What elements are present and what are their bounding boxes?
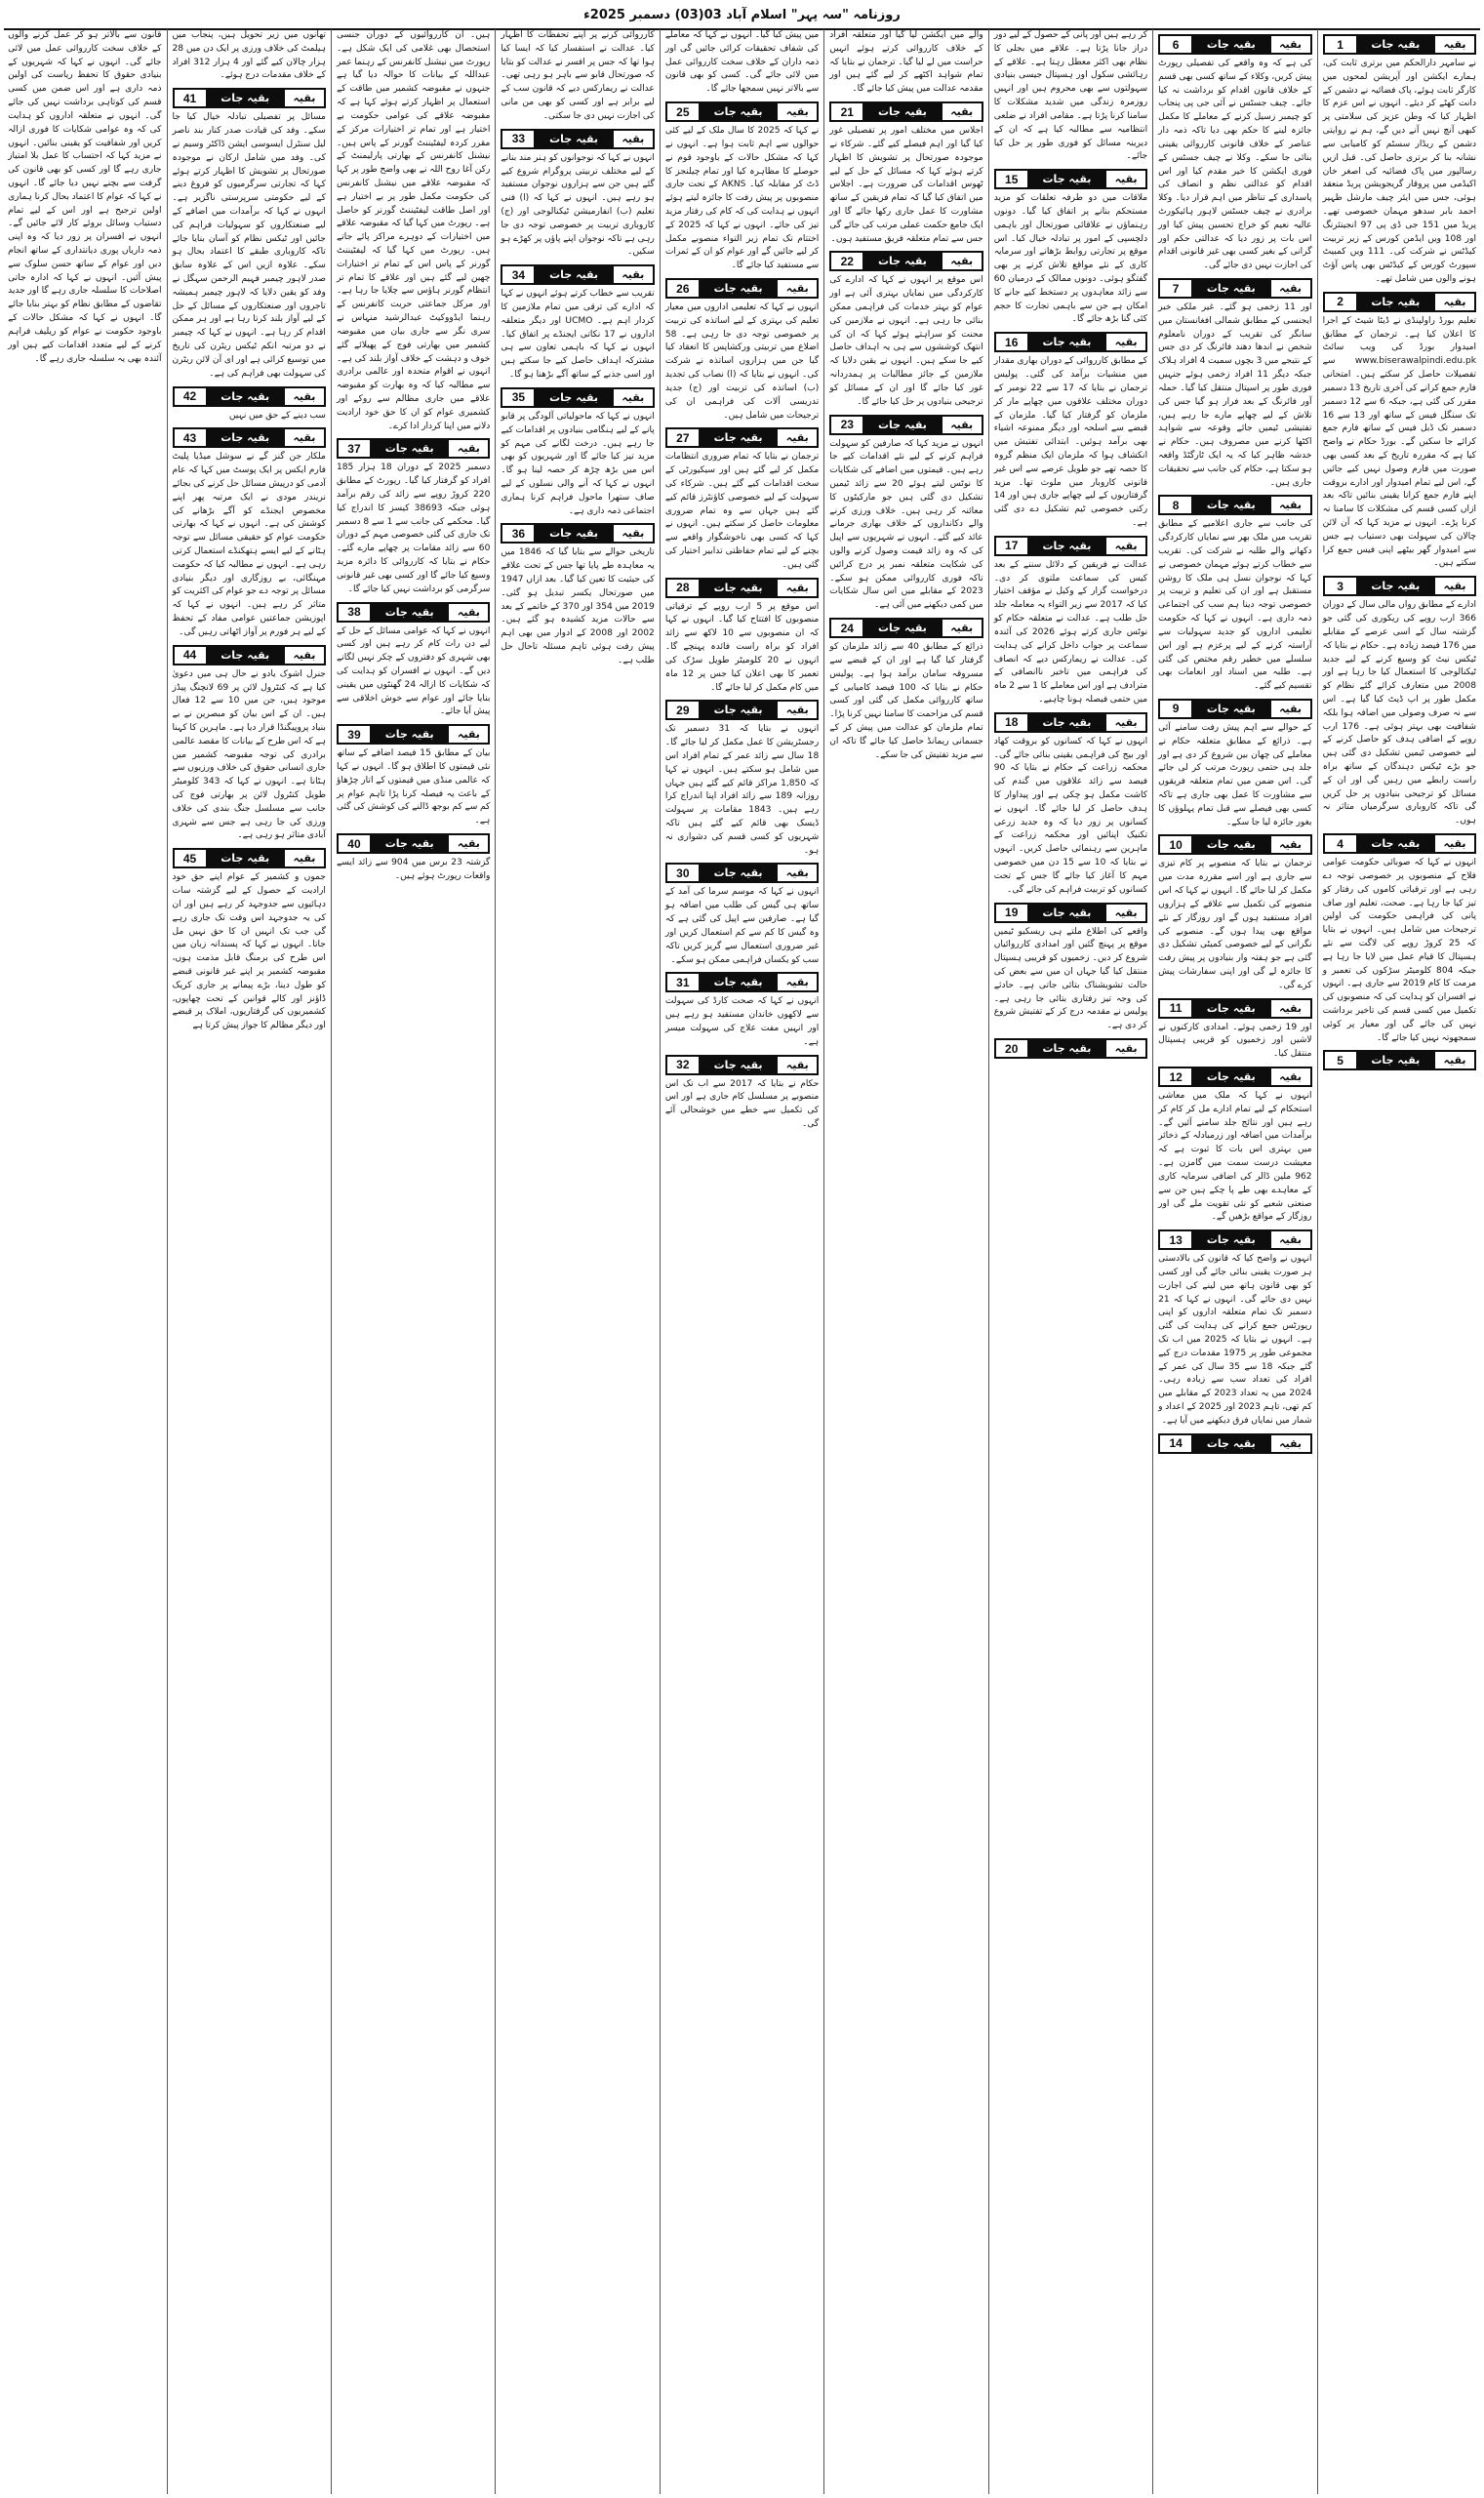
section-body-16: کے مطابق کارروائی کے دوران بھاری مقدار میں منشیات برآمد کی گئی۔ پولیس ترجمان نے بتایا کہ 17 سے 22 نومبر کے دوران مختلف علاقوں میں چھاپے مار کر ملزمان کو گرفتار کیا گیا۔ ملزمان کے قبضے سے اسلحہ اور دیگر ممنوعہ اشیاء بھی برآمد ہوئیں۔ ابتدائی تفتیش میں انکشاف ہوا کہ ملزمان ایک منظم گروہ کا حصہ تھے جو طویل عرصے سے اس غیر قانونی کاروبار میں ملوث تھا۔ مزید گرفتاریوں کے لیے چھاپے جاری ہیں اور 14 رکنی خصوصی ٹیم تشکیل دے دی گئی ہے۔ bbox=[993, 356, 1148, 528]
section-number-badge: 6 bbox=[1159, 35, 1192, 54]
section-header-6 bbox=[1158, 34, 1311, 55]
section-number-badge: 35 bbox=[501, 388, 535, 407]
section-number-badge: 18 bbox=[995, 713, 1028, 732]
section-tag-label: بقیہ bbox=[284, 428, 325, 447]
section-tag-label: بقیہ bbox=[284, 849, 325, 867]
section-header-41 bbox=[173, 88, 326, 108]
section-title-label: بقیہ جات bbox=[1042, 173, 1092, 186]
section-number-badge: 11 bbox=[1159, 999, 1192, 1018]
section-tag-label: بقیہ bbox=[1270, 999, 1311, 1018]
section-tag-label: بقیہ bbox=[613, 130, 654, 148]
section-tag-label: بقیہ bbox=[777, 279, 818, 298]
section-header-25 bbox=[665, 101, 819, 122]
column-continuation-text: کارروائی کرنے پر اپنے تحفظات کا اظہار کیا۔ عدالت نے استفسار کیا کہ ایسا کیا ہوا تھا کہ جس پر افسر نے عدالت کو بتایا کہ صورتحال قابو سے باہر ہو رہی تھی۔ عدالت نے ریمارکس دیے کہ قانون سب کے لیے برابر ہے اور کسی کو بھی من مانی کی اجازت نہیں دی جا سکتی۔ bbox=[501, 30, 655, 121]
section-header-4 bbox=[1323, 833, 1476, 854]
section-tag-label: بقیہ bbox=[613, 524, 654, 543]
section-tag-label: بقیہ bbox=[942, 416, 983, 434]
section-title-label: بقیہ جات bbox=[1371, 38, 1421, 51]
column-continuation-text: کر رہے ہیں اور پانی کے حصول کے لیے دور دراز جانا پڑتا ہے۔ علاقے میں بجلی کا نظام بھی اکثر معطل رہتا ہے۔ علاقے کے رہائشی سکول اور ہسپتال جیسی بنیادی سہولتوں سے بھی محروم ہیں اور انہیں روزمرہ زندگی میں شدید مشکلات کا سامنا کرنا پڑتا ہے۔ مقامی افراد نے ضلعی انتظامیہ سے مطالبہ کیا ہے کہ ان کے دیرینہ مسائل کو فوری طور پر حل کیا جائے۔ bbox=[993, 30, 1148, 162]
section-body-34: تقریب سے خطاب کرتے ہوئے انہوں نے کہا کہ ادارے کی ترقی میں تمام ملازمین کا کردار اہم ہے۔ UCMO اور دیگر متعلقہ اداروں نے 17 نکاتی ایجنڈے پر اتفاق کیا۔ انہوں نے کہا کہ باہمی تعاون سے ہی مشترکہ اہداف حاصل کیے جا سکتے ہیں اور اسی جذبے کے ساتھ آگے بڑھنا ہو گا۔ bbox=[501, 289, 655, 381]
section-title-label: بقیہ جات bbox=[221, 431, 270, 445]
section-header-28 bbox=[665, 578, 819, 598]
section-header-33 bbox=[501, 129, 654, 149]
section-tag-label: بقیہ bbox=[1434, 834, 1475, 853]
section-number-badge: 5 bbox=[1324, 1051, 1357, 1069]
section-number-badge: 14 bbox=[1159, 1434, 1192, 1453]
section-tag-label: بقیہ bbox=[613, 388, 654, 407]
section-number-badge: 15 bbox=[995, 170, 1028, 188]
section-title-label: بقیہ جات bbox=[1206, 38, 1256, 51]
section-title-label: بقیہ جات bbox=[1206, 499, 1256, 512]
section-header-18 bbox=[994, 712, 1147, 733]
newspaper-column bbox=[331, 29, 495, 2494]
section-header-29 bbox=[665, 700, 819, 720]
section-number-badge: 20 bbox=[995, 1039, 1028, 1058]
section-header-36 bbox=[501, 523, 654, 544]
section-number-badge: 25 bbox=[666, 102, 700, 121]
section-title-label: بقیہ جات bbox=[1042, 906, 1092, 919]
section-number-badge: 40 bbox=[338, 834, 371, 853]
section-tag-label: بقیہ bbox=[1270, 1068, 1311, 1086]
section-tag-label: بقیہ bbox=[1434, 293, 1475, 311]
section-tag-label: بقیہ bbox=[1105, 1039, 1146, 1058]
section-body-28: اس موقع پر 5 ارب روپے کے ترقیاتی منصوبوں کا افتتاح کیا گیا۔ انہوں نے کہا کہ ان منصوبوں سے 10 لاکھ سے زائد افراد کو براہ راست فائدہ پہنچے گا۔ انہوں نے 20 کلومیٹر طویل سڑک کی تعمیر کا بھی اعلان کیا جس پر 12 ماہ میں کام مکمل کر لیا جائے گا۔ bbox=[664, 601, 820, 693]
section-number-badge: 44 bbox=[174, 646, 207, 665]
section-tag-label: بقیہ bbox=[777, 579, 818, 597]
section-body-15: ملاقات میں دو طرفہ تعلقات کو مزید مستحکم بنانے پر اتفاق کیا گیا۔ دونوں رہنماؤں نے علاقائی صورتحال اور باہمی دلچسپی کے امور پر تبادلہ خیال کیا۔ اس موقع پر تجارتی روابط بڑھانے اور سرمایہ کاری کے نئے مواقع تلاش کرنے پر بھی گفتگو ہوئی۔ دونوں ممالک کے درمیان 60 سے زائد معاہدوں پر دستخط کیے جانے کا امکان ہے جن سے باہمی تجارت کا حجم کئی گنا بڑھ جائے گا۔ bbox=[993, 193, 1148, 325]
section-tag-label: بقیہ bbox=[1105, 713, 1146, 732]
section-tag-label: بقیہ bbox=[1270, 835, 1311, 854]
section-tag-label: بقیہ bbox=[1270, 700, 1311, 718]
section-tag-label: بقیہ bbox=[448, 603, 489, 622]
section-tag-label: بقیہ bbox=[1434, 577, 1475, 595]
section-number-badge: 7 bbox=[1159, 279, 1192, 298]
section-tag-label: بقیہ bbox=[777, 864, 818, 882]
column-continuation-text: والے میں ایکشن لیا گیا اور متعلقہ افراد کے خلاف کارروائی کرتے ہوئے انہیں حراست میں لے لیا گیا۔ ترجمان نے بتایا کہ تمام شواہد اکٹھے کر لیے گئے ہیں اور مقدمہ عدالت میں پیش کیا جائے گا۔ bbox=[829, 30, 983, 95]
section-number-badge: 16 bbox=[995, 333, 1028, 351]
section-body-30: انہوں نے کہا کہ موسم سرما کی آمد کے ساتھ ہی گیس کی طلب میں اضافہ ہو گیا ہے۔ صارفین سے اپیل کی گئی ہے کہ وہ گیس کا کم سے کم استعمال کریں اور غیر ضروری استعمال سے گریز کریں تاکہ سب کو یکساں فراہمی ممکن ہو سکے۔ bbox=[664, 887, 820, 965]
section-title-label: بقیہ جات bbox=[384, 605, 434, 619]
section-header-43 bbox=[173, 427, 326, 448]
section-tag-label: بقیہ bbox=[1105, 170, 1146, 188]
section-tag-label: بقیہ bbox=[1105, 537, 1146, 555]
section-header-13 bbox=[1158, 1229, 1311, 1250]
section-body-27: ترجمان نے بتایا کہ تمام ضروری انتظامات مکمل کر لیے گئے ہیں اور سیکیورٹی کے سخت اقدامات کیے گئے ہیں۔ شرکاء کی سہولت کے لیے خصوصی کاؤنٹرز قائم کیے گئے ہیں جہاں سے وہ تمام ضروری معلومات حاصل کر سکتے ہیں۔ انہوں نے کہا کہ کسی بھی ناخوشگوار واقعے سے بچنے کے لیے تمام حفاظتی تدابیر اختیار کی گئی ہیں۔ bbox=[664, 452, 820, 570]
section-header-23 bbox=[829, 415, 983, 435]
section-tag-label: بقیہ bbox=[1105, 904, 1146, 922]
section-header-12 bbox=[1158, 1067, 1311, 1087]
section-tag-label: بقیہ bbox=[1270, 35, 1311, 54]
section-header-26 bbox=[665, 278, 819, 299]
section-body-41: مسائل پر تفصیلی تبادلہ خیال کیا جا سکے۔ وفد کی قیادت صدر کنار بند ناصر لیل سنٹرل ایسوسی ایشن ڈاکٹر وسیم نے کی۔ وفد میں شامل ارکان نے موجودہ صورتحال پر تشویش کا اظہار کرتے ہوئے کہا کہ تجارتی سرگرمیوں کو فروغ دینے کے لیے حکومتی سرپرستی ناگزیر ہے۔ انہوں نے کہا کہ برآمدات میں اضافے کے لیے صنعتکاروں کو سہولیات فراہم کی جائیں اور ٹیکس نظام کو آسان بنایا جائے تاکہ کاروباری طبقے کا اعتماد بحال ہو سکے۔ علاوہ ازیں اس کے علاوہ سابق صدر لاہور چیمبر فہیم الرحمن سہگل نے وفد کو یقین دلایا کہ لاہور چیمبر ہمیشہ تاجروں اور صنعتکاروں کے مسائل کے حل کے لیے آواز بلند کرتا رہا ہے اور ہر ممکن اقدام کر رہا ہے۔ انہوں نے کہا کہ چیمبر نے دو مرتبہ انکم ٹیکس ریٹرن کی تاریخ میں توسیع کرائی ہے اور ای آن لائن ریٹرن کی سہولت بھی فراہم کی ہے۔ bbox=[172, 112, 326, 379]
section-body-6: کی ہے کہ وہ واقعے کی تفصیلی رپورٹ پیش کریں، وکلاء کے ساتھ کسی بھی قسم کے خلاف قانون اقدام کو برداشت نہ کیا جائے۔ چیف جسٹس نے آئی جی پی پنجاب کو چیمبر زسیل کرنے کے معاملے کا مکمل جائزہ لینے کا حکم بھی دیا تاکہ ذمہ دار عناصر کے خلاف قانونی کارروائی یقینی بنائی جا سکے۔ وکلا نے چیف جسٹس کے فوری ایکشن کا خیر مقدم کیا اور اس اقدام کو عدالتی نظم و انصاف کی پاسداری کے تناظر میں اہم قرار دیا۔ وکلا برادری نے چیف جسٹس لاہور ہائیکورٹ عالیہ نعیم کو خراج تحسین پیش کیا اور اس بات پر زور دیا کہ عدالتی حکم اور گرانی کے بغیر کسی بھی غیر قانونی اقدام کی اجازت نہیں دی جائے گی۔ bbox=[1158, 59, 1312, 271]
section-number-badge: 34 bbox=[501, 265, 535, 284]
section-title-label: بقیہ جات bbox=[1206, 1436, 1256, 1450]
section-title-label: بقیہ جات bbox=[549, 268, 599, 282]
section-number-badge: 8 bbox=[1159, 496, 1192, 514]
section-header-5 bbox=[1323, 1050, 1476, 1070]
section-title-label: بقیہ جات bbox=[713, 704, 763, 717]
section-body-45: جموں و کشمیر کے عوام اپنے حق خود ارادیت کے حصول کے لیے گزشتہ سات دہائیوں سے جدوجہد کر رہے ہیں اور ان کی یہ جدوجہد اس وقت تک جاری رہے گی جب تک انہیں ان کا حق نہیں مل جاتا۔ انہوں نے کہا کہ پسندانہ زبان میں اس طرح کی برمنگ قابل مذمت ہوں، مقبوضہ کشمیر پر اپنے غیر قانونی قبضے کو طول دینا، بڑے پیمانے پر جاری کریک ڈاؤنز اور کالے قوانین کے تحت چھاپوں، کشمیریوں کی گرفتاریوں، املاک پر قبضے اور دیگر مظالم کا جواز پیش کرتا ہے bbox=[172, 872, 326, 1031]
section-title-label: بقیہ جات bbox=[1206, 702, 1256, 715]
section-number-badge: 29 bbox=[666, 701, 700, 719]
section-header-39 bbox=[337, 724, 490, 745]
section-number-badge: 17 bbox=[995, 537, 1028, 555]
section-body-17: عدالت نے فریقین کے دلائل سننے کے بعد کیس کی سماعت ملتوی کر دی۔ درخواست گزار کے وکیل نے مؤقف اختیار کیا کہ 2017 سے زیر التواء یہ معاملہ جلد حل طلب ہے۔ عدالت نے متعلقہ حکام کو نوٹس جاری کرتے ہوئے 2026 کی آئندہ سماعت پر جواب داخل کرانے کی ہدایت کی۔ عدالت نے ریمارکس دیے کہ انصاف کی فراہمی میں تاخیر ناانصافی کے مترادف ہے اور اس معاملے کا 1 سے 2 ماہ میں حتمی فیصلہ ہونا چاہیے۔ bbox=[993, 559, 1148, 705]
section-body-36: تاریخی حوالے سے بتایا گیا کہ 1846 میں یہ معاہدہ طے پایا تھا جس کے تحت علاقے کی حیثیت کا تعین کیا گیا۔ بعد ازاں 1947 میں صورتحال یکسر تبدیل ہو گئی۔ 2019 میں 354 اور 370 کے خاتمے کے بعد سے حالات مزید کشیدہ ہو گئے ہیں۔ 2002 اور 2008 کے ادوار میں بھی اہم پیش رفت ہوئی تاہم مسئلہ تاحال حل طلب ہے۔ bbox=[501, 547, 655, 665]
section-header-3 bbox=[1323, 576, 1476, 596]
section-title-label: بقیہ جات bbox=[1371, 580, 1421, 593]
section-title-label: بقیہ جات bbox=[1371, 295, 1421, 308]
section-body-42: سب دینے کے حق میں نہیں bbox=[228, 410, 326, 421]
section-body-9: کے حوالے سے اہم پیش رفت سامنے آئی ہے۔ ذرائع کے مطابق متعلقہ حکام نے معاملے کی چھان بین شروع کر دی ہے اور جلد ہی حتمی رپورٹ مرتب کر لی جائے گی۔ اس ضمن میں تمام متعلقہ فریقوں سے مشاورت کا عمل بھی جاری ہے تاکہ کسی بھی فیصلے سے قبل تمام پہلوؤں کا بغور جائزہ لیا جا سکے۔ bbox=[1158, 722, 1312, 827]
section-title-label: بقیہ جات bbox=[221, 852, 270, 866]
section-body-10: ترجمان نے بتایا کہ منصوبے پر کام تیزی سے جاری ہے اور اسے مقررہ مدت میں مکمل کر لیا جائے گا۔ انہوں نے کہا کہ اس منصوبے کی تکمیل سے علاقے کے ہزاروں افراد مستفید ہوں گے اور روزگار کے نئے مواقع بھی پیدا ہوں گے۔ منصوبے کی نگرانی کے لیے خصوصی کمیٹی تشکیل دی گئی ہے جو ہفتہ وار بنیادوں پر پیش رفت کا جائزہ لے گی اور اپنی سفارشات پیش کرے گی۔ bbox=[1158, 859, 1312, 990]
section-body-21: اجلاس میں مختلف امور پر تفصیلی غور کیا گیا اور اہم فیصلے کیے گئے۔ شرکاء نے موجودہ صورتحال پر تشویش کا اظہار کرتے ہوئے کہا کہ مسائل کے حل کے لیے ٹھوس اقدامات کی ضرورت ہے۔ اجلاس میں اتفاق کیا گیا کہ تمام فریقین کے ساتھ مشاورت کا عمل جاری رکھا جائے گا اور ایک جامع حکمت عملی مرتب کی جائے گی جس سے تمام متعلقہ فریق مستفید ہوں۔ bbox=[829, 126, 983, 244]
section-title-label: بقیہ جات bbox=[384, 728, 434, 742]
section-body-8: کی جانب سے جاری اعلامیے کے مطابق تقریب میں ملک بھر سے نمایاں کارکردگی دکھانے والے طلبہ نے شرکت کی۔ تقریب سے خطاب کرتے ہوئے مہمان خصوصی نے کہا کہ نوجوان نسل ہی ملک کا روشن مستقبل ہے اور ان کی تعلیم و تربیت پر خصوصی توجہ دینا ہم سب کی اجتماعی ذمہ داری ہے۔ انہوں نے کہا کہ حکومت تعلیمی اداروں کو جدید سہولیات سے آراستہ کرنے کے لیے پرعزم ہے اور اس سلسلے میں خطیر رقم مختص کی گئی ہے۔ طلبہ میں اسناد اور انعامات بھی تقسیم کیے گئے۔ bbox=[1158, 519, 1312, 692]
newspaper-column bbox=[1317, 29, 1481, 2494]
newspaper-column bbox=[167, 29, 331, 2494]
section-body-26: انہوں نے کہا کہ تعلیمی اداروں میں معیار تعلیم کی بہتری کے لیے اساتذہ کی تربیت پر خصوصی توجہ دی جا رہی ہے۔ 58 اضلاع میں تربیتی ورکشاپس کا انعقاد کیا گیا جن میں ہزاروں اساتذہ نے شرکت کی۔ انہوں نے بتایا کہ (ا) نصاب کی تجدید (ب) اساتذہ کی تربیت اور (ج) جدید تدریسی آلات کی فراہمی ان کی ترجیحات میں شامل ہیں۔ bbox=[664, 302, 820, 421]
section-header-9 bbox=[1158, 699, 1311, 719]
section-title-label: بقیہ جات bbox=[1206, 282, 1256, 295]
section-title-label: بقیہ جات bbox=[713, 1058, 763, 1071]
section-title-label: بقیہ جات bbox=[878, 105, 927, 119]
section-number-badge: 37 bbox=[338, 439, 371, 458]
section-title-label: بقیہ جات bbox=[1042, 1042, 1092, 1055]
section-header-24 bbox=[829, 618, 983, 638]
section-header-14 bbox=[1158, 1433, 1311, 1454]
section-number-badge: 30 bbox=[666, 864, 700, 882]
section-body-12: انہوں نے کہا کہ ملک میں معاشی استحکام کے لیے تمام ادارے مل کر کام کر رہے ہیں اور نتائج جلد سامنے آئیں گے۔ برآمدات میں اضافہ اور زرمبادلہ کے ذخائر میں بہتری اس بات کا ثبوت ہے کہ معیشت درست سمت میں گامزن ہے۔ 962 ملین ڈالر کی اضافی سرمایہ کاری کے معاہدے بھی طے پا چکے ہیں جن سے صنعتی شعبے کو نئی تقویت ملے گی اور روزگار کے مواقع بڑھیں گے۔ bbox=[1158, 1091, 1312, 1223]
section-body-25: نے کہا کہ 2025 کا سال ملک کے لیے کئی حوالوں سے اہم ثابت ہوا ہے۔ انہوں نے کہا کہ مشکل حالات کے باوجود قوم نے حوصلے کا مظاہرہ کیا اور تمام چیلنجز کا ڈٹ کر مقابلہ کیا۔ AKNS کے تحت جاری منصوبوں پر پیش رفت کا جائزہ لیتے ہوئے انہوں نے ہدایت کی کہ کام کی رفتار مزید تیز کی جائے۔ انہوں نے کہا کہ 2025 کے اختتام تک تمام زیر التواء منصوبے مکمل کر لیے جائیں گے اور عوام کو ان کے ثمرات سے مستفید کیا جائے گا۔ bbox=[664, 126, 820, 271]
section-header-15 bbox=[994, 169, 1147, 189]
section-header-2 bbox=[1323, 292, 1476, 312]
section-tag-label: بقیہ bbox=[1270, 1230, 1311, 1249]
section-number-badge: 1 bbox=[1324, 35, 1357, 54]
section-tag-label: بقیہ bbox=[1434, 35, 1475, 54]
masthead-title: روزنامہ "سہ پہر" اسلام آباد 03(03) دسمبر 2025ء bbox=[583, 7, 901, 22]
section-header-32 bbox=[665, 1055, 819, 1075]
section-tag-label: بقیہ bbox=[448, 834, 489, 853]
section-tag-label: بقیہ bbox=[777, 428, 818, 447]
section-header-21 bbox=[829, 101, 983, 122]
section-tag-label: بقیہ bbox=[777, 102, 818, 121]
section-title-label: بقیہ جات bbox=[1042, 715, 1092, 729]
section-tag-label: بقیہ bbox=[284, 646, 325, 665]
section-number-badge: 3 bbox=[1324, 577, 1357, 595]
section-tag-label: بقیہ bbox=[448, 725, 489, 744]
section-tag-label: بقیہ bbox=[777, 701, 818, 719]
section-number-badge: 39 bbox=[338, 725, 371, 744]
section-tag-label: بقیہ bbox=[1434, 1051, 1475, 1069]
section-title-label: بقیہ جات bbox=[221, 92, 270, 105]
section-tag-label: بقیہ bbox=[777, 973, 818, 991]
section-tag-label: بقیہ bbox=[942, 619, 983, 637]
section-header-17 bbox=[994, 536, 1147, 556]
section-title-label: بقیہ جات bbox=[713, 976, 763, 989]
section-number-badge: 13 bbox=[1159, 1230, 1192, 1249]
newspaper-column bbox=[495, 29, 659, 2494]
section-body-1: نے سامہر دارالحکم میں برتری ثابت کی، ہمارے ایکشن اور آپریشن لمحوں میں کارگر ثابت ہوئے، پاک فضائیہ نے دشمن کے دانت کھٹے کر دیئے۔ انہوں نے اس عزم کا اظہار کیا کہ وطن عزیز کی سلامتی پر کبھی آنچ نہیں آنے دیں گے، ہم نے روایتی دشمن کے ریڈار سسٹم کو کامیابی سے نشانہ بنا کر برتری حاصل کی۔ قبل ازیں رسالپور میں پاک فضائیہ کی اصغر خان اکیڈمی میں پروقار گریجویشن پریڈ منعقد ہوئی، جس میں ایئر چیف مارشل ظہیر احمد بابر سدھو مہمان خصوصی تھے۔ پریڈ میں 151 جی ڈی پی 97 انجینئرنگ اور 108 ویں ایڈمن کورس کے زیر تربیت کیڈٹس نے شرکت کی۔ 111 ویں کمبیٹ سپورٹ کورس کے کیڈٹس بھی پاس آؤٹ ہونے والوں میں شامل تھے۔ bbox=[1322, 59, 1477, 284]
section-number-badge: 2 bbox=[1324, 293, 1357, 311]
newspaper-column bbox=[823, 29, 987, 2494]
section-body-18: انہوں نے کہا کہ کسانوں کو بروقت کھاد اور بیج کی فراہمی یقینی بنائی جائے گی۔ محکمہ زراعت کے حکام نے بتایا کہ 90 فیصد سے زائد علاقوں میں گندم کی کاشت مکمل ہو چکی ہے اور پیداوار کا ہدف حاصل کر لیا جائے گا۔ انہوں نے کسانوں پر زور دیا کہ وہ جدید زرعی تکنیک اپنائیں اور محکمہ زراعت کے ماہرین سے رہنمائی حاصل کریں۔ انہوں نے بتایا کہ 10 سے 15 دن میں خصوصی مہم کا آغاز کیا جائے گا جس کے تحت کسانوں کو تربیت فراہم کی جائے گی۔ bbox=[993, 736, 1148, 895]
section-number-badge: 27 bbox=[666, 428, 700, 447]
section-number-badge: 12 bbox=[1159, 1068, 1192, 1086]
section-number-badge: 9 bbox=[1159, 700, 1192, 718]
section-title-label: بقیہ جات bbox=[713, 866, 763, 880]
section-header-8 bbox=[1158, 495, 1311, 515]
section-body-4: انہوں نے کہا کہ صوبائی حکومت عوامی فلاح کے منصوبوں پر خصوصی توجہ دے رہی ہے اور ترقیاتی کاموں کی رفتار کو تیز کیا جا رہا ہے۔ صحت، تعلیم اور صاف پانی کی فراہمی حکومت کی اولین ترجیحات میں شامل ہیں۔ انہوں نے بتایا کہ 25 کروڑ روپے کی لاگت سے نئے ہسپتال کا قیام عمل میں لایا جا رہا ہے جبکہ 804 کلومیٹر سڑکوں کی تعمیر و مرمت کا کام 2019 سے جاری ہے۔ انہوں نے افسران کو ہدایت کی کہ منصوبوں کی تکمیل میں کسی قسم کی تاخیر برداشت نہیں کی جائے گی اور معیار پر کوئی سمجھوتہ نہیں کیا جائے گا۔ bbox=[1322, 858, 1476, 1043]
section-body-22: اس موقع پر انہوں نے کہا کہ ادارے کی کارکردگی میں نمایاں بہتری آئی ہے اور عوام کو بہتر خدمات کی فراہمی ممکن بنائی جا رہی ہے۔ انہوں نے ملازمین کی محنت کو سراہتے ہوئے کہا کہ ان کی انتھک کوششوں سے ہی یہ اہداف حاصل کیے جا سکے ہیں۔ انہوں نے یقین دلایا کہ ملازمین کے جائز مطالبات پر ہمدردانہ غور کیا جائے گا اور ان کے مسائل کو ترجیحی بنیادوں پر حل کیا جائے گا۔ bbox=[829, 275, 983, 407]
section-header-22 bbox=[829, 251, 983, 271]
section-title-label: بقیہ جات bbox=[384, 442, 434, 456]
section-body-11: اور 19 زخمی ہوئے۔ امدادی کارکنوں نے لاشیں اور زخمیوں کو قریبی ہسپتال منتقل کیا۔ bbox=[1158, 1022, 1312, 1060]
section-title-label: بقیہ جات bbox=[878, 622, 927, 635]
section-header-34 bbox=[501, 264, 654, 285]
newspaper-column bbox=[3, 29, 166, 2494]
section-header-19 bbox=[994, 903, 1147, 923]
section-tag-label: بقیہ bbox=[942, 102, 983, 121]
section-title-label: بقیہ جات bbox=[1042, 336, 1092, 349]
section-number-badge: 43 bbox=[174, 428, 207, 447]
newspaper-column bbox=[1152, 29, 1316, 2494]
section-title-label: بقیہ جات bbox=[1206, 1070, 1256, 1083]
section-body-7: اور 11 زخمی ہو گئے۔ غیر ملکی خبر ایجنسی کے مطابق شمالی افغانستان میں سانگر کی تقریب کے دوران نامعلوم شخص نے اندھا دھند فائرنگ کر دی جس کے نتیجے میں 3 بچوں سمیت 4 افراد ہلاک جبکہ دیگر 11 افراد زخمی ہوئے جنہیں فوری طور پر اسپتال منتقل کیا گیا۔ حملہ آور فائرنگ کے بعد فرار ہو گیا جس کی تلاش کے لیے چھاپے مارے جا رہے ہیں، تفتیشی ٹیمیں جائے وقوعہ سے شواہد اکٹھا کرنے میں مصروف ہیں۔ حکام نے خدشہ ظاہر کیا کہ یہ ایک ٹارگٹڈ واقعہ ہو سکتا ہے، حکام کی جانب سے تحقیقات جاری ہیں۔ bbox=[1158, 302, 1312, 488]
section-body-39: بیان کے مطابق 15 فیصد اضافے کے ساتھ نئی قیمتوں کا اطلاق ہو گا۔ انہوں نے کہا کہ عالمی منڈی میں قیمتوں کے اتار چڑھاؤ کے باعث یہ فیصلہ کرنا پڑا تاہم عوام پر کم سے کم بوجھ ڈالنے کی کوشش کی گئی ہے۔ bbox=[336, 748, 491, 826]
section-title-label: بقیہ جات bbox=[713, 282, 763, 295]
section-tag-label: بقیہ bbox=[777, 1056, 818, 1074]
section-title-label: بقیہ جات bbox=[713, 581, 763, 594]
section-tag-label: بقیہ bbox=[1270, 1434, 1311, 1453]
section-header-44 bbox=[173, 645, 326, 665]
section-title-label: بقیہ جات bbox=[549, 390, 599, 404]
section-body-31: انہوں نے کہا کہ صحت کارڈ کی سہولت سے لاکھوں خاندان مستفید ہو رہے ہیں اور انہیں مفت علاج کی سہولت میسر ہے۔ bbox=[664, 996, 820, 1047]
section-title-label: بقیہ جات bbox=[1371, 1054, 1421, 1068]
section-body-38: انہوں نے کہا کہ عوامی مسائل کے حل کے لیے دن رات کام کر رہے ہیں اور کسی بھی شہری کو دفتروں کے چکر نہیں لگانے دیں گے۔ انہوں نے افسران کو ہدایت کی کہ شکایات کا ازالہ 24 گھنٹوں میں یقینی بنایا جائے اور عوام سے خوش اخلاقی سے پیش آیا جائے۔ bbox=[336, 625, 491, 717]
section-title-label: بقیہ جات bbox=[384, 837, 434, 851]
section-body-44: جنرل اشوک یادو نے حال ہی میں دعویٰ کیا ہے کہ کنٹرول لائن پر 69 لانچنگ پیڈز موجود ہیں، جن میں 10 سے 12 فعال ہیں۔ ان کے اس بیان کو مبصرین نے بے بنیاد پروپیگنڈا قرار دیا ہے۔ ماہرین کا کہنا ہے کہ اس طرح کے بیانات کا مقصد عالمی برادری کی توجہ مقبوضہ کشمیر میں جاری انسانی حقوق کی خلاف ورزیوں سے ہٹانا ہے۔ انہوں نے کہا کہ 343 کلومیٹر طویل کنٹرول لائن پر بھارتی فوج کی جانب سے مسلسل جنگ بندی کی خلاف ورزی کی جا رہی ہے جس سے شہری آبادی متاثر ہو رہی ہے۔ bbox=[172, 668, 326, 841]
newspaper-column bbox=[988, 29, 1152, 2494]
section-header-11 bbox=[1158, 998, 1311, 1019]
newspaper-column bbox=[660, 29, 823, 2494]
section-header-40 bbox=[337, 833, 490, 854]
section-number-badge: 21 bbox=[830, 102, 863, 121]
section-header-10 bbox=[1158, 834, 1311, 855]
section-tag-label: بقیہ bbox=[1270, 496, 1311, 514]
section-header-42 bbox=[173, 386, 326, 407]
section-body-33: انہوں نے کہا کہ نوجوانوں کو ہنر مند بنانے کے لیے مختلف تربیتی پروگرام شروع کیے گئے ہیں جن سے ہزاروں نوجوان مستفید ہو رہے ہیں۔ انہوں نے کہا کہ (ا) فنی تعلیم (ب) انفارمیشن ٹیکنالوجی اور (ج) کاروباری تربیت پر خصوصی توجہ دی جا رہی ہے تاکہ نوجوان اپنے پاؤں پر کھڑے ہو سکیں۔ bbox=[501, 152, 655, 258]
section-number-badge: 22 bbox=[830, 252, 863, 270]
column-continuation-text: میں پیش کیا گیا۔ انہوں نے کہا کہ معاملے کی شفاف تحقیقات کرائی جائیں گی اور ذمہ داران کے خلاف سخت کارروائی عمل میں لائی جائے گی۔ کسی کو بھی قانون سے بالاتر نہیں سمجھا جائے گا۔ bbox=[664, 30, 820, 95]
section-body-32: حکام نے بتایا کہ 2017 سے اب تک اس منصوبے پر مسلسل کام جاری ہے اور اس کی تکمیل سے خطے میں خوشحالی آئے گی۔ bbox=[664, 1078, 820, 1129]
section-title-label: بقیہ جات bbox=[549, 132, 599, 145]
section-title-label: بقیہ جات bbox=[221, 389, 270, 403]
section-tag-label: بقیہ bbox=[942, 252, 983, 270]
section-body-23: انہوں نے مزید کہا کہ صارفین کو سہولت فراہم کرنے کے لیے نئے اقدامات کیے جا رہے ہیں۔ قیمتوں میں اضافے کی شکایات کا نوٹس لیتے ہوئے 20 سے زائد ٹیمیں تشکیل دی گئی ہیں جو مارکیٹوں کا معائنہ کر رہی ہیں۔ خلاف ورزی کرنے والے دکانداروں کے خلاف بھاری جرمانے عائد کیے گئے۔ انہوں نے شہریوں سے اپیل کی کہ وہ زائد قیمت وصول کرنے والوں کی شکایت متعلقہ نمبر پر درج کرائیں تاکہ فوری کارروائی ممکن ہو سکے۔ 2023 کے مقابلے میں اس سال شکایات میں کمی دیکھنے میں آئی ہے۔ bbox=[829, 438, 983, 611]
section-number-badge: 42 bbox=[174, 387, 207, 406]
section-tag-label: بقیہ bbox=[284, 89, 325, 107]
section-title-label: بقیہ جات bbox=[1206, 1001, 1256, 1015]
section-number-badge: 33 bbox=[501, 130, 535, 148]
section-tag-label: بقیہ bbox=[284, 387, 325, 406]
section-number-badge: 32 bbox=[666, 1056, 700, 1074]
column-continuation-text: تھانوں میں زیر تحویل ہیں، پنجاب میں ہیلمٹ کی خلاف ورزی پر ایک دن میں 28 ہزار چالان کیے گئے اور 4 ہزار 312 افراد کے خلاف مقدمات درج ہوئے۔ bbox=[172, 30, 326, 81]
section-header-37 bbox=[337, 438, 490, 459]
section-header-38 bbox=[337, 602, 490, 623]
section-body-37: دسمبر 2025 کے دوران 18 ہزار 185 افراد کو گرفتار کیا گیا۔ رپورٹ کے مطابق 220 کروڑ روپے سے زائد کی رقم برآمد ہوئی جبکہ 38693 کیسز کا اندراج کیا گیا۔ محکمے کی جانب سے 1 سے 8 دسمبر تک جاری کی گئی خصوصی مہم کے دوران 60 سے زائد مقامات پر چھاپے مارے گئے۔ حکام نے بتایا کہ کارروائی کا دائرہ مزید وسیع کیا جائے گا اور کسی بھی غیر قانونی سرگرمی کو برداشت نہیں کیا جائے گا۔ bbox=[336, 463, 491, 594]
section-title-label: بقیہ جات bbox=[878, 418, 927, 431]
section-body-19: واقعے کی اطلاع ملتے ہی ریسکیو ٹیمیں موقع پر پہنچ گئیں اور امدادی کارروائیاں شروع کر دیں۔ زخمیوں کو قریبی ہسپتال منتقل کیا گیا جہاں ان میں سے بعض کی حالت تشویشناک بتائی جاتی ہے۔ حادثے کی وجہ تیز رفتاری بتائی جا رہی ہے۔ پولیس نے مقدمہ درج کر کے تفتیش شروع کر دی ہے۔ bbox=[993, 926, 1148, 1031]
section-number-badge: 31 bbox=[666, 973, 700, 991]
section-number-badge: 38 bbox=[338, 603, 371, 622]
section-title-label: بقیہ جات bbox=[1371, 837, 1421, 851]
section-header-35 bbox=[501, 387, 654, 408]
section-body-13: انہوں نے واضح کیا کہ قانون کی بالادستی ہر صورت یقینی بنائی جائے گی اور کسی کو بھی قانون ہاتھ میں لینے کی اجازت نہیں دی جائے گی۔ انہوں نے کہا کہ 21 دسمبر تک تمام متعلقہ اداروں کو اپنی رپورٹس جمع کرانے کی ہدایت کی گئی ہے۔ انہوں نے بتایا کہ 2025 میں اب تک مجموعی طور پر 1975 مقدمات درج کیے گئے جبکہ 18 سے 35 سال کی عمر کے افراد کی تعداد سب سے زیادہ رہی۔ 2024 میں یہ تعداد 2023 کے مقابلے میں کم تھی، تاہم 2023 اور 2025 کے اعداد و شمار میں نمایاں فرق دیکھنے میں آیا ہے۔ bbox=[1158, 1254, 1312, 1426]
section-number-badge: 4 bbox=[1324, 834, 1357, 853]
section-title-label: بقیہ جات bbox=[1206, 838, 1256, 852]
section-title-label: بقیہ جات bbox=[1206, 1233, 1256, 1247]
section-title-label: بقیہ جات bbox=[713, 105, 763, 119]
section-tag-label: بقیہ bbox=[448, 439, 489, 458]
section-number-badge: 28 bbox=[666, 579, 700, 597]
section-title-label: بقیہ جات bbox=[221, 648, 270, 662]
section-number-badge: 23 bbox=[830, 416, 863, 434]
section-number-badge: 24 bbox=[830, 619, 863, 637]
section-tag-label: بقیہ bbox=[1105, 333, 1146, 351]
section-number-badge: 19 bbox=[995, 904, 1028, 922]
section-number-badge: 26 bbox=[666, 279, 700, 298]
section-number-badge: 10 bbox=[1159, 835, 1192, 854]
masthead bbox=[0, 0, 1484, 27]
section-header-7 bbox=[1158, 278, 1311, 299]
section-header-16 bbox=[994, 332, 1147, 352]
section-number-badge: 36 bbox=[501, 524, 535, 543]
section-body-3: ادارے کے مطابق رواں مالی سال کے دوران 366 ارب روپے کی ریکوری کی گئی جو گزشتہ سال کے اسی عرصے کے مقابلے میں 176 فیصد زیادہ ہے۔ حکام نے بتایا کہ ٹیکس نیٹ کو وسیع کرنے کے لیے جدید ٹیکنالوجی کا استعمال کیا جا رہا ہے اور 2008 میں متعارف کرائے گئے نظام کو مکمل طور پر اپ ڈیٹ کیا گیا ہے۔ اس سے نہ صرف وصولی میں اضافہ ہوا بلکہ شفافیت بھی بہتر ہوئی ہے۔ 176 ارب روپے کے اضافی ہدف کو حاصل کرنے کے لیے خصوصی ٹیمیں تشکیل دی گئی ہیں جو بڑے ٹیکس دہندگان کے ساتھ براہ راست رابطے میں رہیں گی اور ان کے مسائل کو ترجیحی بنیادوں پر حل کریں گی تاکہ کاروباری سرگرمیاں متاثر نہ ہوں۔ bbox=[1322, 600, 1476, 826]
section-header-30 bbox=[665, 863, 819, 883]
section-number-badge: 41 bbox=[174, 89, 207, 107]
section-title-label: بقیہ جات bbox=[549, 527, 599, 541]
section-header-45 bbox=[173, 848, 326, 868]
column-continuation-text: ہیں۔ ان کارروائیوں کے دوران جنسی استحصال بھی غلامی کی ایک شکل ہے۔ رپورٹ میں نیشنل کانفرنس کے رہنما عمر عبداللہ کے بیانات کا حوالہ دیا گیا ہے جنہوں نے مقبوضہ کشمیر میں طاقت کے استعمال پر اظہار کرتے ہوئے کہا ہے کہ مقبوضہ علاقے کی عوامی حکومت بے اختیار ہے اور تمام تر اختیارات مرکز کے مقرر کردہ لیفٹیننٹ گورنر کے پاس ہیں۔ نیشنل کانفرنس کے بھارتی پارلیمنٹ کے رکن آغا روح اللہ نے بھی واضح طور پر کہا کہ مقبوضہ علاقے میں نیشنل کانفرنس کی حکومت مکمل طور پر بے اختیار ہے اور اصل طاقت لیفٹیننٹ گورنر کو حاصل ہے۔ رپورٹ میں کہا گیا کہ مقبوضہ علاقے میں اختیارات کے دوہرے مراکز پائے جاتے ہیں۔ رپورٹ میں کہا گیا کہ لیفٹیننٹ گورنر کے پاس اس کے تمام تر اختیارات چھین لیے گئے ہیں اور علاقے کا تمام تر انتظام گورنر ہاؤس سے چلایا جا رہا ہے۔ اور مرکل جماعتی حریت کانفرنس کے رہنما ایڈووکیٹ عبدالرشید منہاس نے سری نگر سے جاری بیان میں مقبوضہ کشمیر میں بھارتی فوج کے پھیلائے گئے خوف و دہشت کے خلاف آواز بلند کی ہے۔ انہوں نے اقوام متحدہ اور عالمی برادری سے مطالبہ کیا کہ وہ بھارت کو مقبوضہ علاقے میں جاری مظالم سے روکے اور کشمیری عوام کو ان کا حق خود ارادیت دلانے میں اپنا کردار ادا کرے۔ bbox=[336, 30, 491, 431]
section-title-label: بقیہ جات bbox=[878, 255, 927, 268]
section-header-1 bbox=[1323, 34, 1476, 55]
section-body-2: تعلیم بورڈ راولپنڈی نے ڈیٹا شیٹ کے اجرا کا اعلان کیا ہے۔ ترجمان کے مطابق امیدوار بورڈ کی ویب سائٹ www.biserawalpindi.edu.pk سے تفصیلات حاصل کر سکتے ہیں۔ امتحانی فارم جمع کرانے کی آخری تاریخ 13 دسمبر مقرر کی گئی ہے، جبکہ 6 سے 12 دسمبر تک سنگل فیس کے ساتھ اور 13 سے 16 دسمبر تک ڈبل فیس کے ساتھ فارم جمع کرائے جا سکیں گے۔ بورڈ حکام نے واضح کیا ہے کہ مقررہ تاریخ کے بعد کسی بھی صورت میں فارم وصول نہیں کیے جائیں گے، اس لیے تمام امیدوار اور ادارے بروقت اپنے فارم جمع کرانا یقینی بنائیں تاکہ بعد ازاں کسی قسم کی مشکلات کا سامنا نہ کرنا پڑے۔ انہوں نے مزید کہا کہ آن لائن چالان کی سہولت بھی دستیاب ہے جس سے امیدوار گھر بیٹھے اپنی فیس جمع کرا سکتے ہیں۔ bbox=[1322, 315, 1477, 569]
section-header-31 bbox=[665, 972, 819, 992]
section-tag-label: بقیہ bbox=[613, 265, 654, 284]
section-body-40: گزشتہ 23 برس میں 904 سے زائد ایسے واقعات رپورٹ ہوئے ہیں۔ bbox=[336, 858, 491, 881]
section-body-43: ملکار جن گنز گے نے سوشل میڈیا پلیٹ فارم ایکس پر ایک پوسٹ میں کہا کہ عام آدمی کو درپیش مسائل حل کرنے کی بجائے نریندر مودی نے ایک مرتبہ پھر اپنے مخصوص ایجنڈے کو آگے بڑھانے کی کوشش کی ہے۔ انہوں نے کہا کہ بھارتی حکومت عوام کو حقیقی مسائل سے توجہ ہٹانے کے لیے ایسے ہتھکنڈے استعمال کرتی رہی ہے۔ انہوں نے مطالبہ کیا کہ حکومت مہنگائی، بے روزگاری اور دیگر بنیادی مسائل پر توجہ دے جو عوام کی اکثریت کو متاثر کر رہے ہیں۔ انہوں نے کہا کہ اپوزیشن جماعتیں عوامی مفاد کے تحفظ کے لیے ہر فورم پر آواز اٹھاتی رہیں گی۔ bbox=[172, 452, 326, 637]
section-tag-label: بقیہ bbox=[1270, 279, 1311, 298]
section-title-label: بقیہ جات bbox=[1042, 539, 1092, 552]
column-continuation-text: قانون سے بالاتر ہو کر عمل کرنے والوں کے خلاف سخت کارروائی عمل میں لائی جائے گی۔ انہوں نے کہا کہ شہریوں کے بنیادی حقوق کا تحفظ ریاست کی اولین ذمہ داری ہے اور اس ضمن میں کسی قسم کی کوتاہی برداشت نہیں کی جائے گی۔ انہوں نے متعلقہ اداروں کو ہدایت کی کہ وہ عوامی شکایات کا فوری ازالہ کریں اور شفافیت کو یقینی بنائیں۔ انہوں نے مزید کہا کہ احتساب کا عمل بلا امتیاز جاری رہے گا اور کسی کو بھی قانون کی گرفت سے بچنے نہیں دیا جائے گا۔ انہوں نے کہا کہ عوام کا اعتماد بحال کرنا ہماری اولین ترجیح ہے اور اس کے لیے تمام دستیاب وسائل بروئے کار لائے جائیں گے۔ انہوں نے افسران پر زور دیا کہ وہ اپنی ذمہ داریاں پوری دیانتداری کے ساتھ انجام دیں اور عوام کے ساتھ حسن سلوک سے پیش آئیں۔ انہوں نے کہا کہ ادارہ جاتی اصلاحات کا سلسلہ جاری رہے گا اور جدید تقاضوں کے مطابق نظام کو بہتر بنایا جائے گا۔ انہوں نے کہا کہ مشکل حالات کے باوجود حکومت نے عوام کو ریلیف فراہم کرنے کے لیے متعدد اقدامات کیے ہیں اور آئندہ بھی یہ سلسلہ جاری رہے گا۔ bbox=[8, 30, 162, 364]
section-number-badge: 45 bbox=[174, 849, 207, 867]
section-header-27 bbox=[665, 427, 819, 448]
section-title-label: بقیہ جات bbox=[713, 431, 763, 445]
section-body-29: انہوں نے بتایا کہ 31 دسمبر تک رجسٹریشن کا عمل مکمل کر لیا جائے گا۔ 18 سال سے زائد عمر کے تمام افراد اس میں شامل ہو سکتے ہیں۔ انہوں نے کہا کہ 1,850 مراکز قائم کیے گئے ہیں جہاں روزانہ 189 سے زائد افراد اپنا اندراج کرا رہے ہیں۔ 1843 مقامات پر سہولت ڈیسک بھی قائم کیے گئے ہیں تاکہ شہریوں کو کسی قسم کی دشواری نہ ہو۔ bbox=[664, 724, 820, 856]
section-body-35: انہوں نے کہا کہ ماحولیاتی آلودگی پر قابو پانے کے لیے ہنگامی بنیادوں پر اقدامات کیے جا رہے ہیں۔ درخت لگانے کی مہم کو مزید تیز کیا جائے گا اور شہریوں کو بھی اس میں بڑھ چڑھ کر حصہ لینا ہو گا۔ انہوں نے کہا کہ آنے والی نسلوں کے لیے صاف ستھرا ماحول فراہم کرنا ہماری اجتماعی ذمہ داری ہے۔ bbox=[501, 411, 655, 516]
section-header-20 bbox=[994, 1038, 1147, 1059]
newspaper-page-grid bbox=[0, 29, 1484, 2498]
section-body-24: ذرائع کے مطابق 40 سے زائد ملزمان کو گرفتار کیا گیا ہے اور ان کے قبضے سے مسروقہ سامان برآمد ہوا ہے۔ پولیس حکام نے بتایا کہ 100 فیصد کامیابی کے ساتھ کارروائی مکمل کی گئی اور کسی قسم کی مزاحمت کا سامنا نہیں کرنا پڑا۔ تمام ملزمان کو عدالت میں پیش کر کے جسمانی ریمانڈ حاصل کیا جائے گا تاکہ ان سے مزید تفتیش کی جا سکے۔ bbox=[829, 642, 983, 760]
